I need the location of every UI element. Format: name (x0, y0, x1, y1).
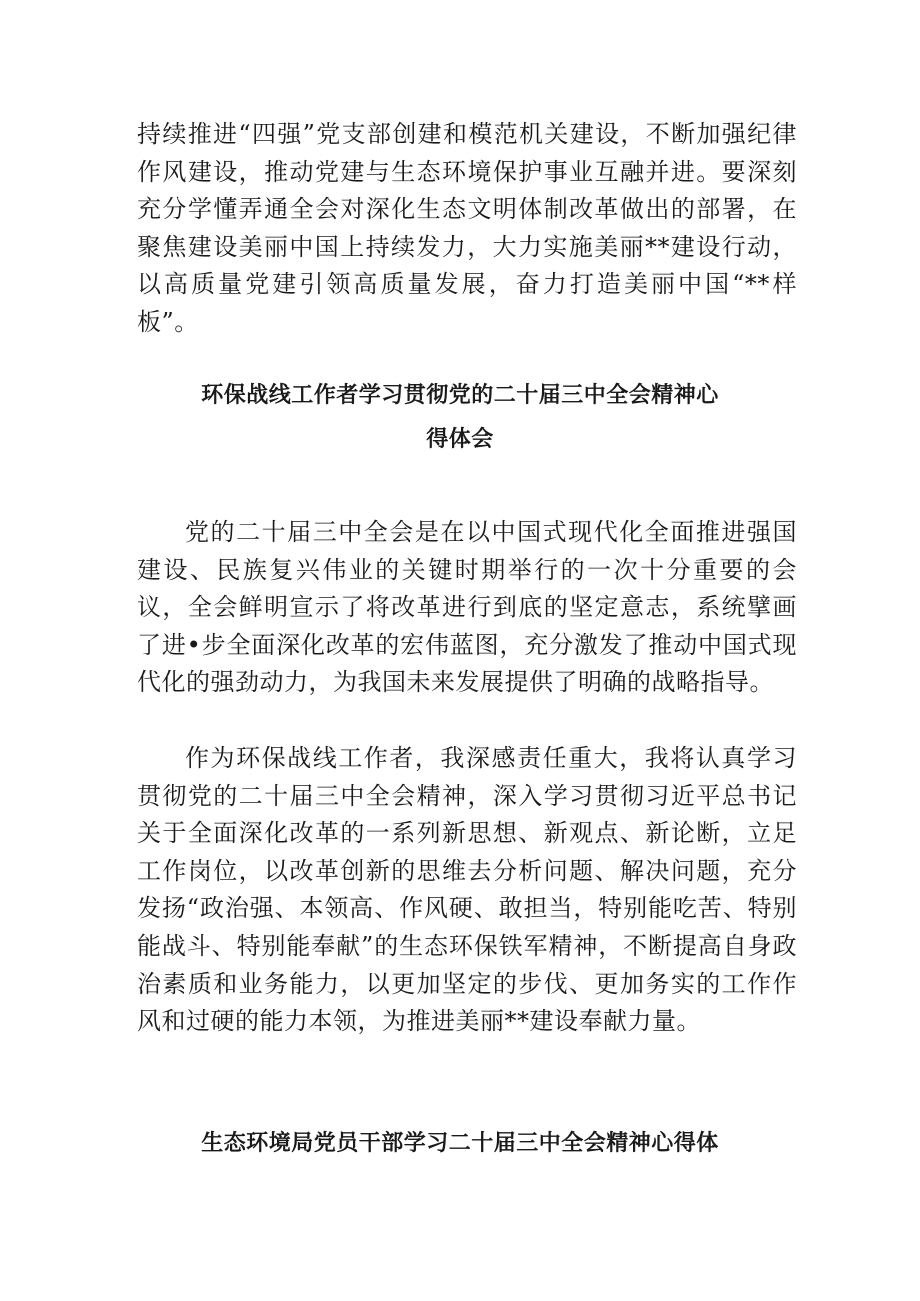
intro-paragraph: 持续推进“四强”党支部创建和模范机关建设，不断加强纪律作风建设，推动党建与生态环境保护事业互融并进。要深刻充分学懂弄通全会对深化生态文明体制改革做出的部署，在聚焦建设美丽中国上持续发力，大力实施美丽**建设行动，以高质量党建引领高质量发展，奋力打造美丽中国“**样板”。 (137, 120, 797, 336)
section-2-title: 生态环境局党员干部学习二十届三中全会精神心得体 (201, 1131, 719, 1156)
section-1-paragraph-1: 党的二十届三中全会是在以中国式现代化全面推进强国建设、民族复兴伟业的关键时期举行的一次十分重要的会议，全会鲜明宣示了将改革进行到底的坚定意志，系统擘画了进•步全面深化改革的宏伟蓝图，充分激发了推动中国式现代化的强劲动力，为我国未来发展提供了明确的战略指导。 (137, 518, 797, 697)
section-1-title (130, 374, 790, 462)
section-1-title-line1: 环保战线工作者学习贯彻党的二十届三中全会精神心 (201, 383, 719, 408)
section-1-title-line2: 得体会 (426, 427, 494, 452)
section-1-paragraph-2: 作为环保战线工作者，我深感责任重大，我将认真学习贯彻党的二十届三中全会精神，深入学习贯彻习近平总书记关于全面深化改革的一系列新思想、新观点、新论断，立足工作岗位，以改革创新的思维去分析问题、解决问题，充分发扬“政治强、本领高、作风硬、敢担当，特别能吃苦、特别能战斗、特别能奉献”的生态环保铁军精神，不断提高自身政治素质和业务能力，以更加坚定的步伐、更加务实的工作作风和过硬的能力本领，为推进美丽**建设奉献力量。 (137, 744, 797, 1036)
